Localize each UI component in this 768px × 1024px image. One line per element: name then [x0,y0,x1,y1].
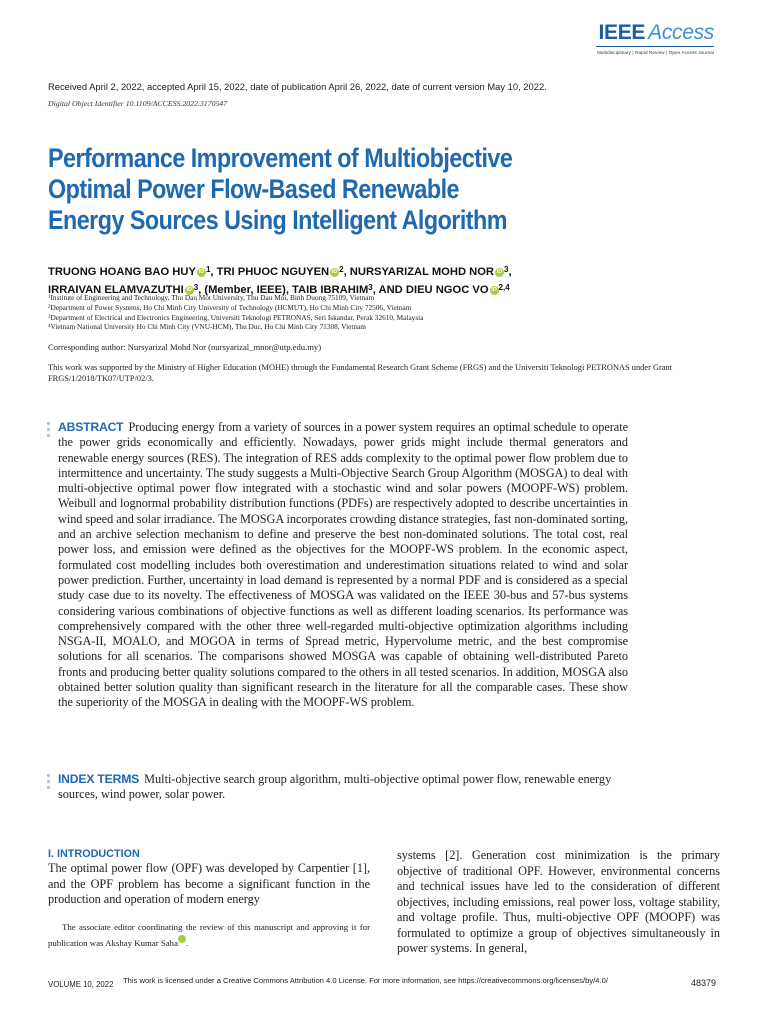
publication-dates: Received April 2, 2022, accepted April 15, 2022, date of publication April 26, 2022, date of current version May 10, 2022. [48,81,547,92]
abstract [58,420,628,711]
orcid-icon[interactable]: iD [496,269,503,275]
volume-label: VOLUME 10, 2022 [48,980,114,989]
orcid-icon[interactable]: iD [331,269,338,275]
author-sep: , (Member, IEEE), [198,284,293,296]
author-sep: , AND [372,284,406,296]
orcid-icon[interactable] [178,935,186,943]
author-affil-sup: 3 [193,283,199,292]
author-name: TRUONG HOANG BAO HUY [48,266,196,278]
logo-tagline: Multidisciplinary | Rapid Review | Open Access Journal [596,50,714,55]
author-sep: , [508,266,512,278]
logo-ieee: IEEE [598,21,646,44]
author-name: TRI PHUOC NGUYEN [216,266,330,278]
author-affil-sup: 1 [205,265,211,274]
author-name: TAIB IBRAHIM [292,284,369,296]
author-affil-sup: 3 [504,265,509,274]
abstract-text: Producing energy from a variety of sources in a power system requires an optimal schedule to operate the power grids economically and efficiently. Nowadays, power grids might include thermal generators and renewable energy sources (RES). The integration of RES adds complexity to the optimal power flow problem due to intermittence and uncertainty. The study suggests a Multi-Objective Search Group Algorithm (MOSGA) to deal with multi-objective optimal power flow integrated with a stochastic wind and solar powers (MOOPF-WS) problem. Weibull and lognormal probability distribution functions (PDFs) are respectively adopted to describe uncertainties in wind speed and solar irradiance. The MOSGA incorporates crowding distance strategies, fast non-dominated sorting, and an archive selection mechanism to define and preserve the best non-dominated solutions. The total cost, real power loss, and emission were defined as the objectives for the MOOPF-WS problem. In the economic aspect, formulated cost modelling includes both overestimation and underestimation situations related to wind and solar power prediction. Further, uncertainty in load demand is represented by a normal PDF and is considered as a special study case due to its novelty. The effectiveness of MOSGA was validated on the IEEE 30-bus and 57-bus systems considering various combinations of objective functions as well as different loading scenarios. Its performance was comprehensively compared with the other three well-regarded multi-objective optimization algorithms including NSGA-II, MOALO, and MOGOA in terms of Spread metric, Hypervolume metric, and the best compromise solutions for all scenarios. The comparisons showed MOSGA was capable of obtaining well-distributed Pareto fronts and producing better quality solutions compared to the others in all tested scenarios. In addition, MOSGA also obtained better solution quality than significant research in the literature for all the comparable cases. These show the superiority of the MOSGA in dealing with the MOOPF-WS problem. [58,420,628,710]
affiliation-line: $^2$Department of Power Systems, Ho Chi Minh City University of Technology (HCMUT), Ho Chi Minh City 72506, Vietnam [48,302,412,312]
affiliation-line: $^3$Department of Electrical and Electronics Engineering, Universiti Teknologi PETRONAS, Seri Iskandar, Perak 32610, Malaysia [48,312,424,322]
index-terms [58,772,628,803]
author-sep: , [210,266,217,278]
index-terms-text: Multi-objective search group algorithm, multi-objective optimal power flow, renewable energy sources, wind power, solar power. [58,772,612,802]
corresponding-author: Corresponding author: Nursyarizal Mohd Nor (nursyarizal_mnor@utp.edu.my) [48,342,322,352]
author-name: DIEU NGOC VO [405,284,489,296]
affiliations [48,293,423,332]
license-notice[interactable]: This work is licensed under a Creative Commons Attribution 4.0 License. For more information, see https://creativecommons.org/licenses/by/4.0/ [123,976,608,985]
author-affil-sup: 2,4 [498,283,510,292]
paper-title: Performance Improvement of Multiobjective Optimal Power Flow-Based Renewable Energy Sources Using Intelligent Algorithm [48,143,513,235]
author-name: NURSYARIZAL MOHD NOR [349,266,494,278]
doi[interactable]: Digital Object Identifier 10.1109/ACCESS.2022.3170547 [48,99,228,108]
author-name: IRRAIVAN ELAMVAZUTHI [48,284,184,296]
abstract-marker-icon [47,422,50,440]
author-affil-sup: 2 [339,265,344,274]
orcid-icon[interactable]: iD [491,287,497,293]
author-affil-sup: 3 [368,283,373,292]
intro-paragraph-left: The optimal power flow (OPF) was developed by Carpentier [1], and the OPF problem has become a significant function in the production and operation of modern energy [48,861,370,906]
orcid-icon[interactable]: iD [198,269,205,275]
logo-rule [596,46,714,47]
journal-logo [596,22,714,55]
funding-statement: This work was supported by the Ministry of Higher Education (MOHE) through the Fundamental Research Grant Scheme (FRGS) and the Universiti Teknologi PETRONAS under Grant FRGS/1/2018/TK07/UTP/02/3. [48,363,673,383]
index-terms-marker-icon [47,774,50,792]
page-footer [48,974,720,992]
intro-paragraph-right: systems [2]. Generation cost minimization is the primary objective of traditional OPF. However, environmental concerns and technical issues have led to the consideration of different objectives, including emissions, real power loss, voltage stability, and voltage profile. Thus, multi-objective OPF (MOOPF) was formulated to optimize a group of objectives simultaneously in power systems. In general, [397,848,720,955]
affiliation-line: $^4$Vietnam National University Ho Chi Minh City (VNU-HCM), Thu Duc, Ho Chi Minh City 71308, Vietnam [48,322,366,332]
abstract-label: ABSTRACT [58,420,124,434]
author-sep: , [343,266,350,278]
affiliation-line: $^1$Institute of Engineering and Technology, Thu Dau Mot University, Thu Dau Moi, Binh Duong 75109, Vietnam [48,293,375,302]
logo-access: Access [648,21,714,44]
section-heading: I. INTRODUCTION [48,848,140,860]
editor-footnote: The associate editor coordinating the review of this manuscript and approving it for publication was Akshay Kumar Saha . [48,921,370,948]
left-column [48,848,370,951]
orcid-icon[interactable]: iD [186,287,192,293]
page-number: 48379 [690,978,716,988]
index-terms-label: INDEX TERMS [58,772,140,786]
right-column [397,848,720,957]
